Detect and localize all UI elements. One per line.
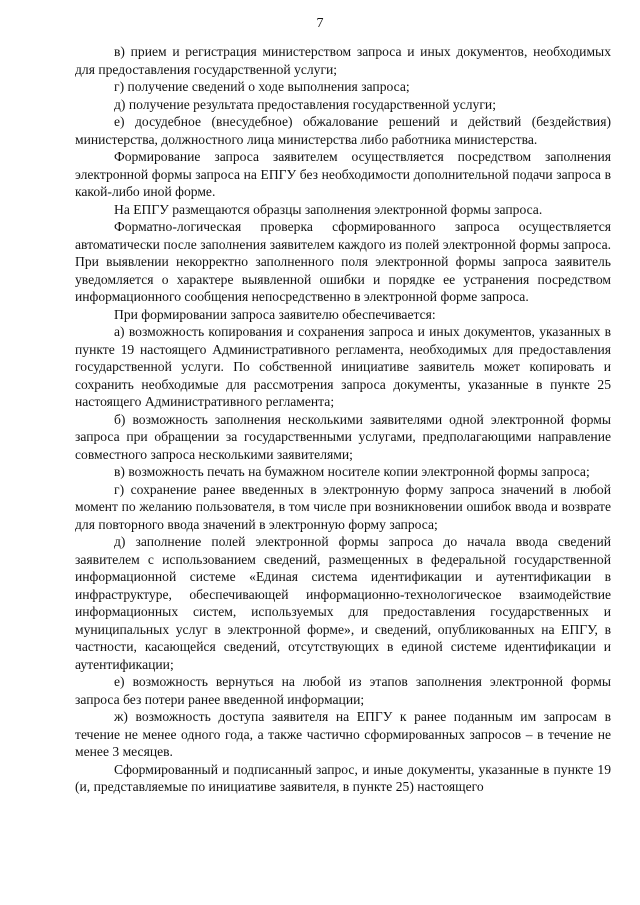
paragraph-feature-g: г) сохранение ранее введенных в электронную форму запроса значений в любой момент по желанию пользователя, в том числе при возникновении ошибок ввода и возврате для повторного ввода значений в электронную форму запроса; bbox=[75, 481, 611, 532]
page-number: 7 bbox=[316, 16, 324, 31]
paragraph-form-samples: На ЕПГУ размещаются образцы заполнения электронной формы запроса. bbox=[114, 201, 543, 217]
paragraph-request-formation: Формирование запроса заявителем осуществляется посредством заполнения электронной формы запроса на ЕПГУ без необходимости дополнительной подачи запроса в какой-либо иной форме. bbox=[75, 149, 611, 199]
paragraph-feature-e: е) возможность вернуться на любой из этапов заполнения электронной формы запроса без потери ранее введенной информации; bbox=[75, 674, 611, 707]
paragraph-feature-zh: ж) возможность доступа заявителя на ЕПГУ к ранее поданным им запросам в течение не менее одного года, а также частично сформированных запросов – в течение не менее 3 месяцев. bbox=[75, 709, 611, 759]
paragraph-item-d: д) получение результата предоставления государственной услуги; bbox=[114, 96, 496, 112]
paragraph-feature-a: а) возможность копирования и сохранения запроса и иных документов, указанных в пункте 19 настоящего Административного регламента, необходимых для предоставления государственной услуги. По собственной инициативе заявитель может копировать и сохранить необходимые для рассмотрения запроса документы, указанные в пункте 25 настоящего Административного регламента; bbox=[75, 324, 611, 409]
paragraph-item-v: в) прием и регистрация министерством запроса и иных документов, необходимых для предоставления государственной услуги; bbox=[75, 44, 611, 77]
document-body bbox=[75, 43, 611, 796]
paragraph-format-check: Форматно-логическая проверка сформированного запроса осуществляется автоматически после заполнения заявителем каждого из полей электронной формы запроса. При выявлении некорректно заполненного поля электронной формы запроса заявитель уведомляется о характере выявленной ошибки и порядке ее устранения посредством информационного сообщения непосредственно в электронной форме запроса. bbox=[75, 219, 611, 304]
paragraph-feature-v: в) возможность печать на бумажном носителе копии электронной формы запроса; bbox=[114, 464, 590, 479]
paragraph-feature-b: б) возможность заполнения несколькими заявителями одной электронной формы запроса при обращении за государственными услугами, предполагающими направление совместного запроса несколькими заявителями; bbox=[75, 411, 611, 462]
paragraph-item-g: г) получение сведений о ходе выполнения запроса; bbox=[114, 79, 410, 94]
paragraph-feature-d: д) заполнение полей электронной формы запроса до начала ввода сведений заявителем с использованием сведений, размещенных в федеральной государственной информационной системе «Единая система идентификации и аутентификации в инфраструктуре, обеспечивающей информационно-технологическое взаимодействие информационных систем, используемых для предоставления государственных и муниципальных услуг в электронной форме», и сведений, опубликованных на ЕПГУ, в частности, касающейся сведений, отсутствующих в единой системе идентификации и аутентификации; bbox=[75, 534, 611, 672]
paragraph-signed-request: Сформированный и подписанный запрос, и иные документы, указанные в пункте 19 (и, представляемые по инициативе заявителя, в пункте 25) настоящего bbox=[75, 761, 611, 794]
paragraph-provided-features-heading: При формировании запроса заявителю обеспечивается: bbox=[114, 306, 436, 322]
paragraph-item-e: е) досудебное (внесудебное) обжалование решений и действий (бездействия) министерства, должностного лица министерства либо работника министерства. bbox=[75, 114, 611, 147]
